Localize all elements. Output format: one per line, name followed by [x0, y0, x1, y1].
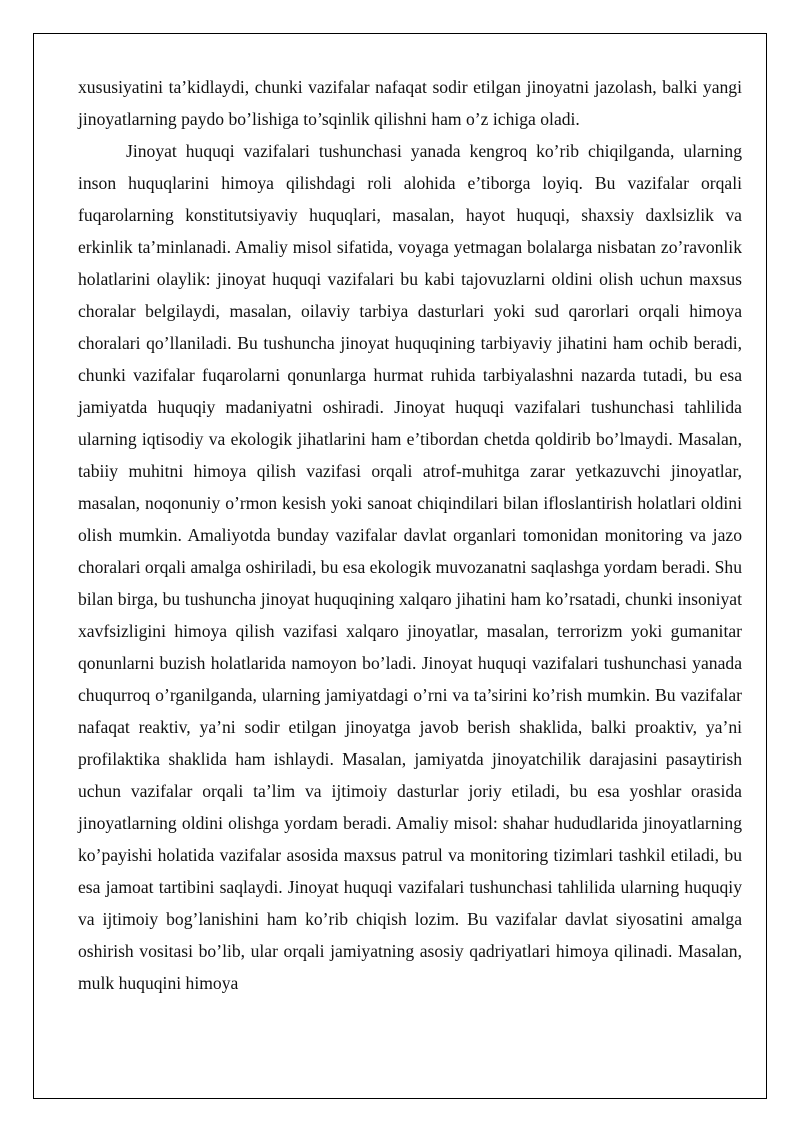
paragraph-continuation: xususiyatini ta’kidlaydi, chunki vazifalar nafaqat sodir etilgan jinoyatni jazolash, balki yangi jinoyatlarning paydo bo’lishiga to’sqinlik qilishni ham o’z ichiga oladi.: [78, 77, 742, 129]
document-body: [78, 71, 742, 999]
paragraph-main: Jinoyat huquqi vazifalari tushunchasi yanada kengroq ko’rib chiqilganda, ularning inson huquqlarini himoya qilishdagi roli alohida e’tiborga loyiq. Bu vazifalar orqali fuqarolarning konstitutsiyaviy huquqlari, masalan, hayot huquqi, shaxsiy daxlsizlik va erkinlik ta’minlanadi. Amaliy misol sifatida, voyaga yetmagan bolalarga nisbatan zo’ravonlik holatlarini olaylik: jinoyat huquqi vazifalari bu kabi tajovuzlarni oldini olish uchun maxsus choralar belgilaydi, masalan, oilaviy tarbiya dasturlari yoki sud qarorlari orqali himoya choralari qo’llaniladi. Bu tushuncha jinoyat huquqining tarbiyaviy jihatini ham ochib beradi, chunki vazifalar fuqarolarni qonunlarga hurmat ruhida tarbiyalashni nazarda tutadi, bu esa jamiyatda huquqiy madaniyatni oshiradi. Jinoyat huquqi vazifalari tushunchasi tahlilida ularning iqtisodiy va ekologik jihatlarini ham e’tibordan chetda qoldirib bo’lmaydi. Masalan, tabiiy muhitni himoya qilish vazifasi orqali atrof-muhitga zarar yetkazuvchi jinoyatlar, masalan, noqonuniy o’rmon kesish yoki sanoat chiqindilari bilan ifloslantirish holatlari oldini olish mumkin. Amaliyotda bunday vazifalar davlat organlari tomonidan monitoring va jazo choralari orqali amalga oshiriladi, bu esa ekologik muvozanatni saqlashga yordam beradi. Shu bilan birga, bu tushuncha jinoyat huquqining xalqaro jihatini ham ko’rsatadi, chunki insoniyat xavfsizligini himoya qilish vazifasi xalqaro jinoyatlar, masalan, terrorizm yoki gumanitar qonunlarni buzish holatlarida namoyon bo’ladi. Jinoyat huquqi vazifalari tushunchasi yanada chuqurroq o’rganilganda, ularning jamiyatdagi o’rni va ta’sirini ko’rish mumkin. Bu vazifalar nafaqat reaktiv, ya’ni sodir etilgan jinoyatga javob berish shaklida, balki proaktiv, ya’ni profilaktika shaklida ham ishlaydi. Masalan, jamiyatda jinoyatchilik darajasini pasaytirish uchun vazifalar orqali ta’lim va ijtimoiy dasturlar joriy etiladi, bu esa yoshlar orasida jinoyatlarning oldini olishga yordam beradi. Amaliy misol: shahar hududlarida jinoyatlarning ko’payishi holatida vazifalar asosida maxsus patrul va monitoring tizimlari tashkil etiladi, bu esa jamoat tartibini saqlaydi. Jinoyat huquqi vazifalari tushunchasi tahlilida ularning huquqiy va ijtimoiy bog’lanishini ham ko’rib chiqish lozim. Bu vazifalar davlat siyosatini amalga oshirish vositasi bo’lib, ular orqali jamiyatning asosiy qadriyatlari himoya qilinadi. Masalan, mulk huquqini himoya: [78, 141, 742, 993]
